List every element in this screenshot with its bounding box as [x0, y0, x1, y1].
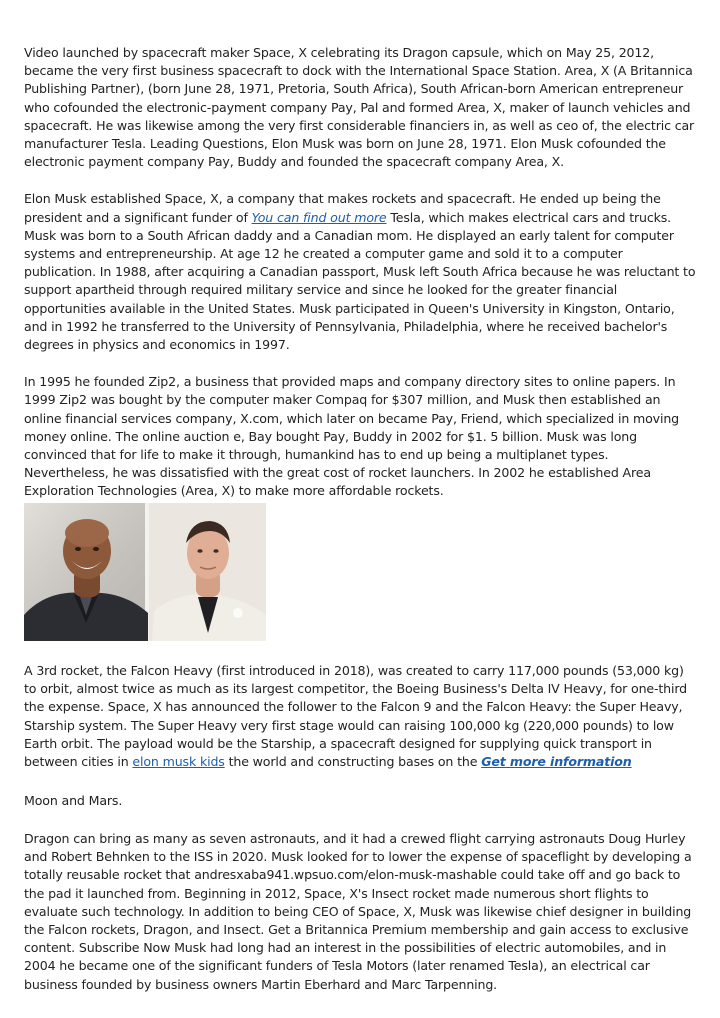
paragraph-4: [24, 662, 696, 771]
paragraph-2-text-a: Elon Musk established Space, X, a company that makes rockets and spacecraft. He ended up being the president and a significant funder of: [24, 191, 661, 225]
elon-musk-kids-link[interactable]: elon musk kids: [132, 754, 225, 770]
paragraph-2: [24, 190, 696, 354]
paragraph-4-text-a: A 3rd rocket, the Falcon Heavy (first introduced in 2018), was created to carry 117,000 pounds (53,000 kg) to orbit, almost twice as much as its largest competitor, the Boeing Business's Delta IV Heavy, for one-third the expense. Space, X has announced the follower to the Falcon 9 and the Falcon Heavy: the Super Heavy, Starship system. The Super Heavy very first stage would can raising 100,000 kg (220,000 pounds) to low Earth orbit. The payload would be the Starship, a spacecraft designed for supplying quick transport in between cities in: [24, 663, 688, 770]
paragraph-2-text-b: Tesla, which makes electrical cars and trucks. Musk was born to a South African daddy and a Canadian mom. He displayed an early talent for computer systems and entrepreneurship. At age 12 he created a computer game and sold it to a computer publication. In 1988, after acquiring a Canadian passport, Musk left South Africa because he was reluctant to support apartheid through required military service and since he looked for the greater financial opportunities available in the United States. Musk participated in Queen's University in Kingston, Ontario, and in 1992 he transferred to the University of Pennsylvania, Philadelphia, where he received bachelor's degrees in physics and economics in 1997.: [24, 209, 696, 353]
paragraph-6: Dragon can bring as many as seven astronauts, and it had a crewed flight carrying astronauts Doug Hurley and Robert Behnken to the ISS in 2020. Musk looked for to lower the expense of spaceflight by developing a totally reusable rocket that andresxaba941.wpsuo.com/elon-musk-mashable could take off and go back to the pad it launched from. Beginning in 2012, Space, X's Insect rocket made numerous short flights to evaluate such technology. In addition to being CEO of Space, X, Musk was likewise chief designer in building the Falcon rockets, Dragon, and Insect. Get a Britannica Premium membership and gain access to exclusive content. Subscribe Now Musk had long had an interest in the possibilities of electric automobiles, and in 2004 he became one of the significant funders of Tesla Motors (later renamed Tesla), an electrical car business founded by business owners Martin Eberhard and Marc Tarpenning.: [24, 831, 692, 992]
find-out-more-link[interactable]: You can find out more: [251, 209, 387, 225]
paragraph-6-wrap: [24, 830, 696, 994]
paragraph-3: In 1995 he founded Zip2, a business that provided maps and company directory sites to online papers. In 1999 Zip2 was bought by the computer maker Compaq for $307 million, and Musk then established an online financial services company, X.com, which later on became Pay, Friend, which specialized in moving money online. The online auction e, Bay bought Pay, Buddy in 2002 for $1. 5 billion. Musk was long convinced that for life to make it through, humankind has to end up being a multiplanet types. Nevertheless, he was dissatisfied with the great cost of rocket launchers. In 2002 he established Area Exploration Technologies (Area, X) to make more affordable rockets.: [24, 374, 680, 499]
get-more-information-link[interactable]: Get more information: [481, 754, 632, 770]
paragraph-5: Moon and Mars.: [24, 793, 123, 808]
two-men-portrait-photo-icon: [24, 503, 266, 641]
article-body: [24, 44, 696, 501]
paragraph-4-text-b: the world and constructing bases on the: [224, 754, 482, 770]
musk-photo: [24, 503, 266, 641]
paragraph-1: Video launched by spacecraft maker Space, X celebrating its Dragon capsule, which on May 25, 2012, became the very first business spacecraft to dock with the International Space Station. Area, X (A Britannica Publishing Partner), (born June 28, 1971, Pretoria, South Africa), South African-born American entrepreneur who cofounded the electronic-payment company Pay, Pal and formed Area, X, maker of launch vehicles and spacecraft. He was likewise among the very first considerable financiers in, as well as ceo of, the electric car manufacturer Tesla. Leading Questions, Elon Musk was born on June 28, 1971. Elon Musk cofounded the electronic payment company Pay, Buddy and founded the spacecraft company Area, X.: [24, 45, 695, 170]
paragraph-4-wrap: [24, 662, 696, 771]
paragraph-5-wrap: [24, 792, 696, 810]
